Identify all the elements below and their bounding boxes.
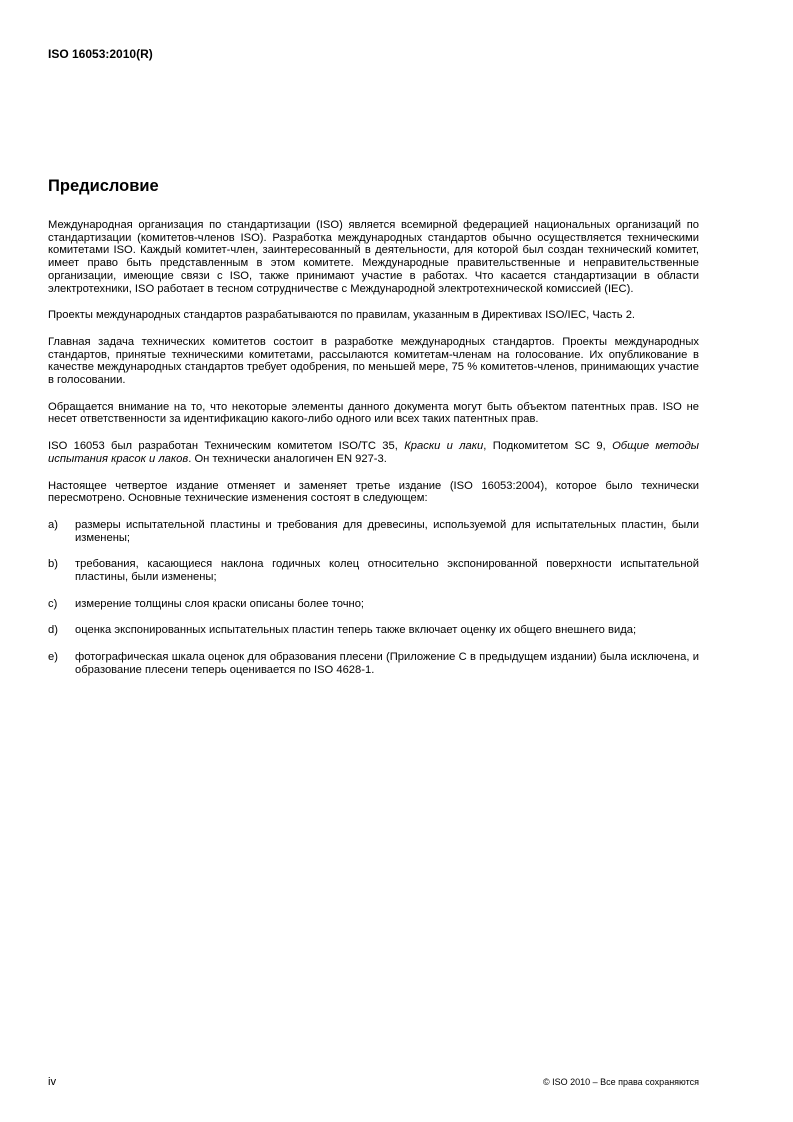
technical-committee-name: Краски и лаки [404, 440, 484, 453]
prepared-by-lead: ISO 16053 был разработан Техническим комитетом ISO/TC 35, [48, 440, 405, 453]
changes-list [48, 519, 699, 677]
paragraph-drafting-rules: Проекты международных стандартов разрабатываются по правилам, указанным в Директивах ISO/IEC, Часть 2. [48, 309, 636, 322]
paragraph-committee-task: Главная задача технических комитетов состоит в разработке международных стандартов. Проекты международных стандартов, принятые техническими комитетами, рассылаются комитетам-членам на голосование. Их опубликование в качестве международных стандартов требует одобрения, по меньшей мере, 75 % комитетов-членов, принимающих участие в голосовании. [48, 335, 699, 387]
list-marker: a) [48, 518, 58, 531]
paragraph-patent-notice: Обращается внимание на то, что некоторые элементы данного документа могут быть объектом патентных прав. ISO не несет ответственности за идентификацию какого-либо одного или всех таких патентных прав. [48, 400, 699, 426]
list-item-text: размеры испытательной пластины и требования для древесины, используемой для испытательных пластин, были изменены; [75, 518, 699, 544]
list-marker: e) [48, 651, 58, 664]
list-item-text: фотографическая шкала оценок для образования плесени (Приложение С в предыдущем издании) была исключена, и образование плесени теперь оценивается по ISO 4628-1. [75, 651, 699, 676]
list-item-text: измерение толщины слоя краски описаны более точно; [75, 597, 365, 610]
subcommittee-name: Общие методы испытания красок и лаков [48, 440, 700, 465]
list-marker: b) [48, 558, 58, 571]
list-marker: c) [48, 597, 58, 610]
list-item [48, 624, 699, 637]
list-item-text: требования, касающиеся наклона годичных колец относительно экспонированной поверхности испытательной пластины, были изменены; [75, 558, 699, 584]
paragraph-edition-note: Настоящее четвертое издание отменяет и заменяет третье издание (ISO 16053:2004), которое было технически пересмотрено. Основные технические изменения состоят в следующем: [48, 479, 699, 505]
section-title: Предисловие [48, 177, 159, 195]
paragraph-prepared-by [48, 440, 699, 465]
page-number: iv [48, 1076, 57, 1088]
list-item [48, 598, 699, 611]
list-marker: d) [48, 624, 58, 637]
paragraph-iso-organization: Международная организация по стандартизации (ISO) является всемирной федерацией национальных организаций по стандартизации (комитетов-членов ISO). Разработка международных стандартов обычно осуществляется техническими комитетами ISO. Каждый комитет-член, заинтересованный в деятельности, для которой был создан технический комитет, имеет право быть представленным в этом комитете. Международные правительственные и неправительственные организации, имеющие связи с ISO, также принимают участие в работах. Что касается стандартизации в области электротехники, ISO работает в тесном сотрудничестве с Международной электротехнической комиссией (IEC). [48, 219, 699, 295]
list-item [48, 558, 699, 583]
list-item [48, 519, 699, 544]
prepared-by-mid: , Подкомитетом SC 9, [483, 440, 613, 453]
prepared-by-tail: . Он технически аналогичен EN 927-3. [188, 452, 387, 465]
copyright-notice: © ISO 2010 – Все права сохраняются [542, 1077, 699, 1087]
document-id: ISO 16053:2010(R) [48, 47, 153, 61]
foreword-body [48, 219, 699, 691]
list-item [48, 651, 699, 676]
list-item-text: оценка экспонированных испытательных пластин теперь также включает оценку их общего внешнего вида; [75, 624, 637, 637]
